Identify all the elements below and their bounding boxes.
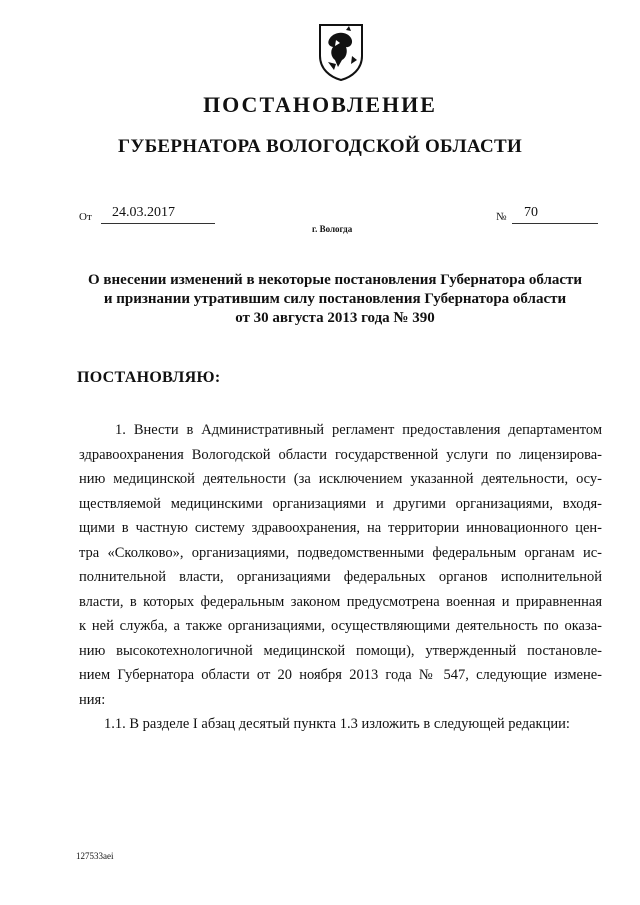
document-subject	[0, 271, 640, 328]
document-number: 70	[524, 205, 538, 220]
document-title: ПОСТАНОВЛЕНИЕ	[203, 92, 437, 117]
number-underline	[512, 223, 598, 224]
decree-heading: ПОСТАНОВЛЯЮ:	[77, 369, 221, 386]
date-number-row	[0, 205, 640, 225]
body-line: ния:	[79, 691, 106, 708]
subject-line: от 30 августа 2013 года № 390	[235, 310, 435, 326]
issuing-authority: ГУБЕРНАТОРА ВОЛОГОДСКОЙ ОБЛАСТИ	[117, 136, 523, 157]
subject-line: О внесении изменений в некоторые постановления Губернатора области	[87, 272, 583, 288]
document-body	[79, 418, 602, 737]
body-line: нию медицинской деятельности (за исключением указанной деятельности, осу-	[79, 471, 602, 487]
body-line: полнительной власти, организациями федеральных органов исполнительной	[79, 569, 602, 585]
body-line: ществляемой медицинскими организациями и другими организациями, входя-	[79, 495, 602, 512]
subject-line: и признании утратившим силу постановления Губернатора области	[103, 291, 567, 307]
body-paragraph: 1.1. В разделе I абзац десятый пункта 1.3 изложить в следующей редакции:	[104, 716, 570, 732]
date-underline	[101, 223, 215, 224]
body-line: власти, в которых федеральным законом предусмотрена военная и приравненная	[79, 593, 602, 610]
body-line: здравоохранения Вологодской области государственной услуги по лицензирова-	[79, 446, 602, 463]
body-line: нию высокотехнологичной медицинской помощи), утвержденный постановле-	[79, 642, 602, 659]
date-prefix: От	[79, 211, 92, 223]
city-name: г. Вологда	[312, 224, 353, 234]
body-line: к ней служба, а также организациями, осуществляющими деятельность по оказа-	[79, 618, 602, 634]
number-prefix: №	[496, 211, 507, 223]
body-line: 1. Внести в Административный регламент предоставления департаментом	[115, 422, 602, 438]
body-line: щими в частную систему здравоохранения, на территории инновационного цен-	[79, 520, 602, 536]
footer-code: 127533аеі	[76, 851, 114, 861]
coat-of-arms-icon	[316, 22, 366, 82]
body-line: тра «Сколково», организациями, подведомственными федеральным органам ис-	[79, 544, 602, 561]
body-line: нием Губернатора области от 20 ноября 2013 года № 547, следующие измене-	[79, 667, 602, 683]
document-date: 24.03.2017	[112, 205, 175, 220]
